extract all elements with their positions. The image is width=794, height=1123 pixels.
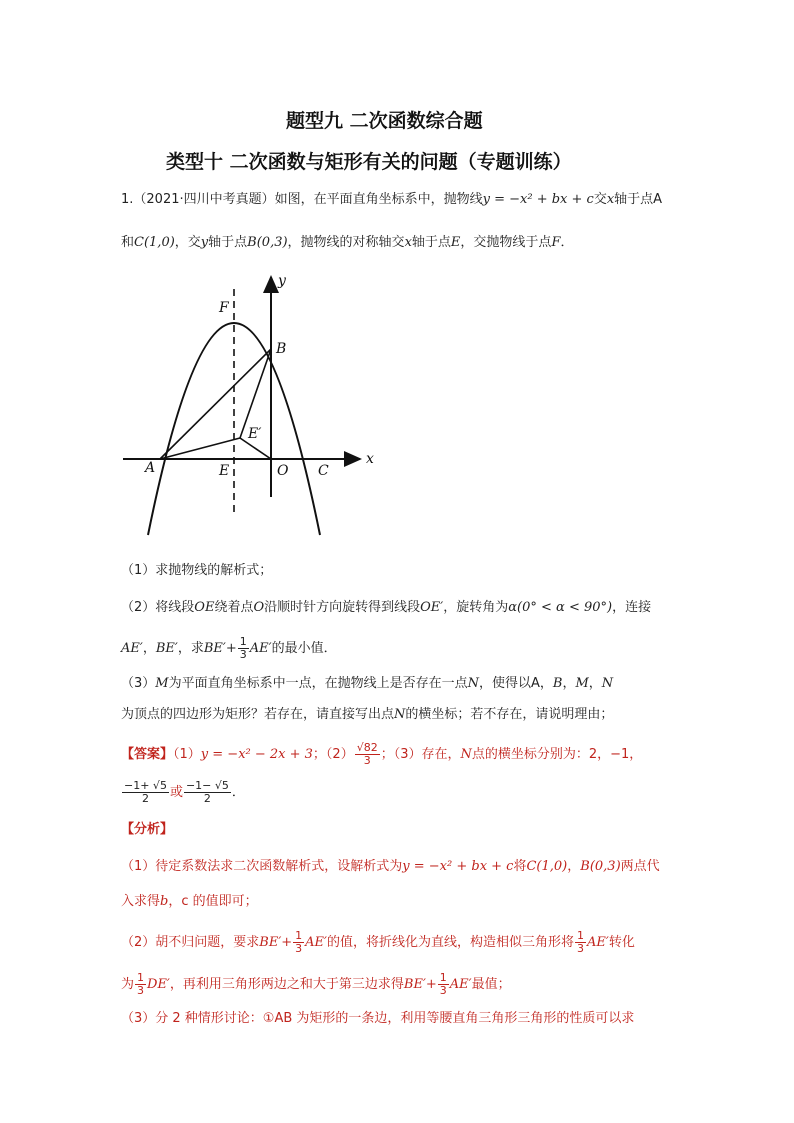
problem-line-2 <box>121 233 573 253</box>
q3-text: 为平面直角坐标系中一点，在抛物线上是否存在一点 <box>168 676 468 691</box>
analysis-2-line-1 <box>121 930 635 955</box>
answer-text: ；（3）存在， <box>380 747 461 762</box>
q3-M: M <box>575 676 589 691</box>
analysis-text: 转化 <box>608 935 635 950</box>
question-2-line-1 <box>121 598 651 618</box>
point-E: E <box>450 235 461 250</box>
analysis-text: （2）胡不归问题，要求 <box>121 935 260 950</box>
problem-text: 交 <box>593 192 607 207</box>
answer-text: 点的横坐标分别为：2，−1， <box>471 747 643 762</box>
problem-text: 1.（2021·四川中考真题）如图，在平面直角坐标系中，抛物线 <box>121 192 483 207</box>
question-2-line-2 <box>121 636 337 661</box>
analysis-label: 【分析】 <box>121 822 174 837</box>
q2-OE: OE <box>194 600 215 615</box>
fraction-one-third: $\frac{1}{3}$ <box>239 635 247 661</box>
q2-text: ， <box>142 641 156 656</box>
answer-label: 【答案】 <box>121 747 174 762</box>
problem-text: 和 <box>121 235 135 250</box>
answer-equation: y = −x² − 2x + 3 <box>200 747 313 762</box>
analysis-text: ，c 的值即可； <box>168 894 258 909</box>
answer-line-1 <box>121 742 642 767</box>
segment-AE-prime <box>160 438 240 459</box>
answer-fraction-2: $\frac{-1- √5}{2}$ <box>185 779 229 805</box>
q3-B: B <box>552 676 563 691</box>
label-E-prime: E′ <box>248 426 262 442</box>
analysis-fraction: $\frac{1}{3}$ <box>295 929 303 955</box>
point-F: F <box>551 235 561 250</box>
problem-text: 轴于点 <box>411 235 451 250</box>
point-C: C(1,0) <box>134 235 175 250</box>
analysis-fraction: $\frac{1}{3}$ <box>439 971 447 997</box>
analysis-text: 入求得 <box>121 894 161 909</box>
q3-N: N <box>467 676 479 691</box>
analysis-DE: DE′ <box>147 977 170 992</box>
q2-BE-prime: BE′ <box>155 641 178 656</box>
q3-text: （3） <box>121 676 156 691</box>
answer-line-2 <box>121 780 245 805</box>
q2-AE-prime: AE′ <box>121 641 143 656</box>
answer-text: ． <box>231 785 245 800</box>
page-title: 题型九 二次函数综合题 <box>286 110 483 132</box>
analysis-expr: AE′ <box>449 977 472 992</box>
label-C: C <box>318 463 329 479</box>
parabola-equation: y = −x² + bx + c <box>482 192 594 207</box>
q3-N: N <box>394 707 406 722</box>
label-F: F <box>219 300 229 316</box>
label-E: E <box>219 463 230 479</box>
answer-N: N <box>460 747 472 762</box>
analysis-2-line-2 <box>121 972 511 997</box>
analysis-3-line-1: （3）分 2 种情形讨论：①AB 为矩形的一条边，利用等腰直角三角形三角形的性质可以求 <box>121 1011 635 1026</box>
page-subtitle: 类型十 二次函数与矩形有关的问题（专题训练） <box>166 151 572 173</box>
analysis-text: 最值； <box>471 977 511 992</box>
problem-line-1 <box>121 190 662 210</box>
analysis-fraction: $\frac{1}{3}$ <box>577 929 585 955</box>
analysis-equation: y = −x² + bx + c <box>402 859 514 874</box>
answer-or: 或 <box>169 785 183 800</box>
q3-text: 的横坐标；若不存在，请说明理由； <box>405 707 614 722</box>
analysis-text: 为 <box>121 977 135 992</box>
analysis-1-line-1 <box>121 857 660 877</box>
analysis-text: 的值，将折线化为直线，构造相似三角形将 <box>327 935 575 950</box>
q3-text: ，使得以A， <box>478 676 553 691</box>
q3-M: M <box>155 676 169 691</box>
q2-text: 绕着点 <box>214 600 254 615</box>
analysis-fraction: $\frac{1}{3}$ <box>137 971 145 997</box>
label-y: y <box>278 273 286 289</box>
point-B: B(0,3) <box>247 235 288 250</box>
analysis-expr: BE′+ <box>403 977 437 992</box>
q2-text: ，求 <box>177 641 204 656</box>
q2-text: ，旋转角为 <box>443 600 509 615</box>
q2-text: 沿顺时针方向旋转得到线段 <box>264 600 421 615</box>
problem-text: ，交抛物线于点 <box>460 235 552 250</box>
analysis-text: 将 <box>513 859 527 874</box>
parabola-figure <box>115 265 375 540</box>
segment-AB <box>160 349 271 459</box>
analysis-text: 两点代 <box>620 859 660 874</box>
answer-fraction-sqrt82: $\frac{√82}{3}$ <box>356 741 378 767</box>
x-var: x <box>404 235 412 250</box>
label-B: B <box>276 341 287 357</box>
label-A: A <box>145 460 156 476</box>
x-var: x <box>606 192 615 207</box>
analysis-b: b <box>160 894 169 909</box>
q2-expr: BE′+ <box>203 641 237 656</box>
label-x: x <box>366 451 374 467</box>
problem-text: ，抛物线的对称轴交 <box>287 235 405 250</box>
analysis-1-line-2 <box>121 892 258 912</box>
q2-text: ，连接 <box>612 600 652 615</box>
problem-text: ，交 <box>174 235 201 250</box>
q3-text: ， <box>562 676 576 691</box>
analysis-text: （1）待定系数法求二次函数解析式，设解析式为 <box>121 859 403 874</box>
y-var: y <box>200 235 209 250</box>
problem-text: ． <box>560 235 574 250</box>
answer-text: （1） <box>173 747 201 762</box>
label-O: O <box>277 463 289 479</box>
q3-text: 为顶点的四边形为矩形？若存在，请直接写出点 <box>121 707 395 722</box>
problem-text: 轴于点A <box>614 192 663 207</box>
question-1: （1）求抛物线的解析式； <box>121 563 273 578</box>
analysis-expr: AE′ <box>587 935 609 950</box>
problem-text: 轴于点 <box>208 235 248 250</box>
q2-expr: AE′ <box>249 641 272 656</box>
q2-text: 的最小值． <box>271 641 337 656</box>
q2-alpha: α(0° < α < 90°) <box>508 600 613 615</box>
q2-O: O <box>253 600 265 615</box>
answer-fraction-1: $\frac{-1+ √5}{2}$ <box>124 779 167 805</box>
question-3-line-2 <box>121 705 613 725</box>
q3-N: N <box>601 676 614 691</box>
analysis-expr: BE′+ <box>259 935 293 950</box>
answer-text: ；（2） <box>312 747 354 762</box>
q2-OE-prime: OE′ <box>420 600 444 615</box>
analysis-C: C(1,0) <box>526 859 568 874</box>
q2-text: （2）将线段 <box>121 600 195 615</box>
analysis-text: ，再利用三角形两边之和大于第三边求得 <box>169 977 404 992</box>
segment-BE-prime <box>240 349 271 438</box>
analysis-expr: AE′ <box>305 935 328 950</box>
analysis-B: B(0,3) <box>580 859 621 874</box>
analysis-text: ， <box>567 859 581 874</box>
q3-text: ， <box>588 676 602 691</box>
question-3-line-1 <box>121 674 613 694</box>
